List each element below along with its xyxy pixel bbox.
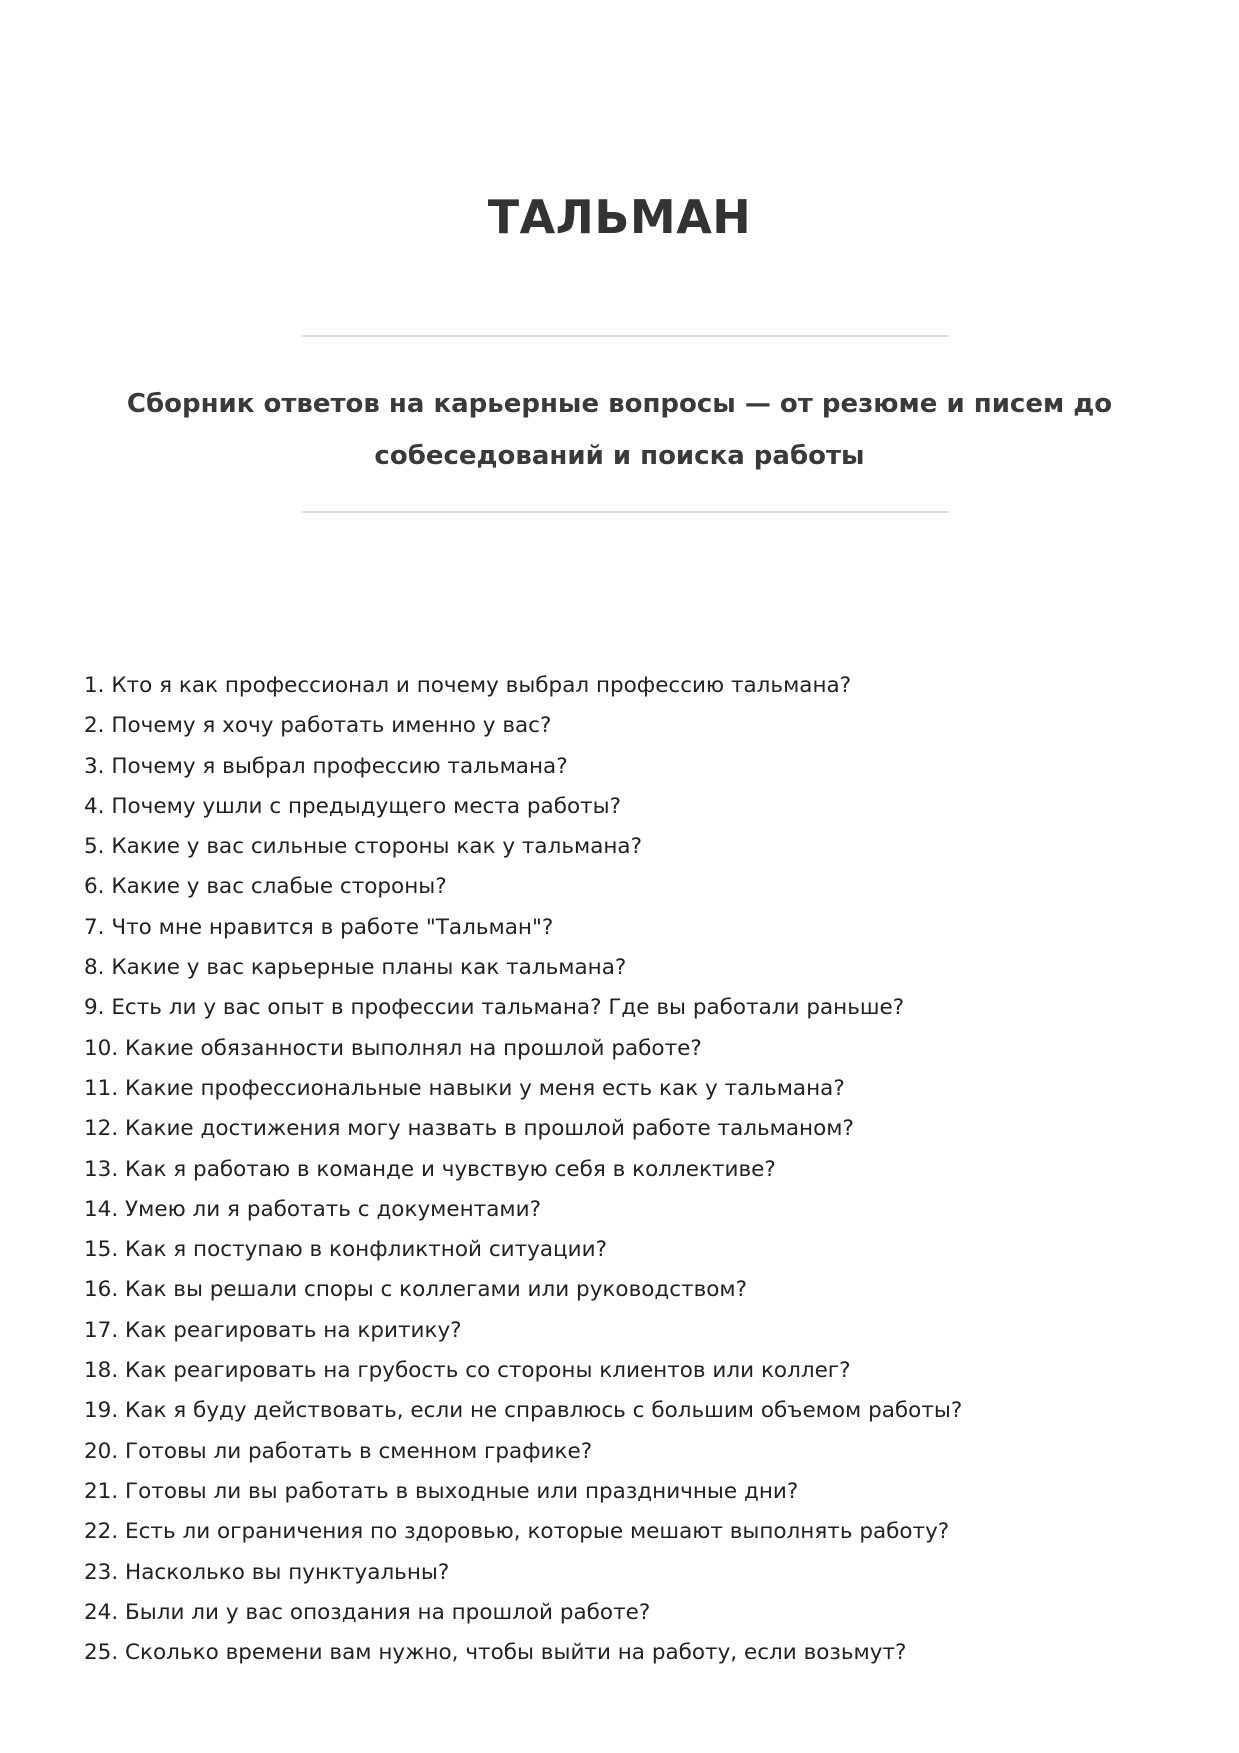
- question-item: 17. Как реагировать на критику?: [84, 1317, 462, 1343]
- page-title: ТАЛЬМАН: [487, 190, 752, 244]
- question-item: 10. Какие обязанности выполнял на прошлой работе?: [84, 1035, 702, 1061]
- question-item: 8. Какие у вас карьерные планы как тальмана?: [84, 955, 627, 981]
- question-item: 12. Какие достижения могу назвать в прошлой работе тальманом?: [84, 1116, 854, 1142]
- question-item: 2. Почему я хочу работать именно у вас?: [84, 713, 552, 739]
- question-item: 25. Сколько времени вам нужно, чтобы выйти на работу, если возьмут?: [84, 1640, 907, 1666]
- question-item: 20. Готовы ли работать в сменном графике?: [84, 1438, 593, 1464]
- divider-bottom: [301, 511, 949, 513]
- question-item: 22. Есть ли ограничения по здоровью, которые мешают выполнять работу?: [84, 1519, 950, 1545]
- question-item: 6. Какие у вас слабые стороны?: [84, 874, 447, 900]
- question-item: 7. Что мне нравится в работе "Тальман"?: [84, 914, 554, 940]
- question-item: 19. Как я буду действовать, если не справлюсь с большим объемом работы?: [84, 1398, 963, 1424]
- question-item: 14. Умею ли я работать с документами?: [84, 1196, 541, 1222]
- question-item: 5. Какие у вас сильные стороны как у тальмана?: [84, 834, 643, 860]
- question-item: 15. Как я поступаю в конфликтной ситуации?: [84, 1237, 608, 1263]
- question-item: 3. Почему я выбрал профессию тальмана?: [84, 753, 568, 779]
- subtitle: Сборник ответов на карьерные вопросы — от резюме и писем до собеседований и поиска работы: [126, 389, 1113, 471]
- question-item: 24. Были ли у вас опоздания на прошлой работе?: [84, 1599, 651, 1625]
- question-item: 21. Готовы ли вы работать в выходные или праздничные дни?: [84, 1478, 799, 1504]
- question-item: 18. Как реагировать на грубость со стороны клиентов или коллег?: [84, 1358, 851, 1384]
- question-item: 11. Какие профессиональные навыки у меня есть как у тальмана?: [84, 1075, 845, 1101]
- question-item: 23. Насколько вы пунктуальны?: [84, 1559, 450, 1585]
- question-item: 13. Как я работаю в команде и чувствую себя в коллективе?: [84, 1156, 776, 1182]
- questions-list: [84, 666, 962, 1673]
- question-item: 9. Есть ли у вас опыт в профессии тальмана? Где вы работали раньше?: [84, 995, 905, 1021]
- question-item: 4. Почему ушли с предыдущего места работы?: [84, 793, 622, 819]
- question-item: 16. Как вы решали споры с коллегами или руководством?: [84, 1277, 748, 1303]
- divider-top: [301, 335, 949, 337]
- question-item: 1. Кто я как профессионал и почему выбрал профессию тальмана?: [84, 673, 852, 698]
